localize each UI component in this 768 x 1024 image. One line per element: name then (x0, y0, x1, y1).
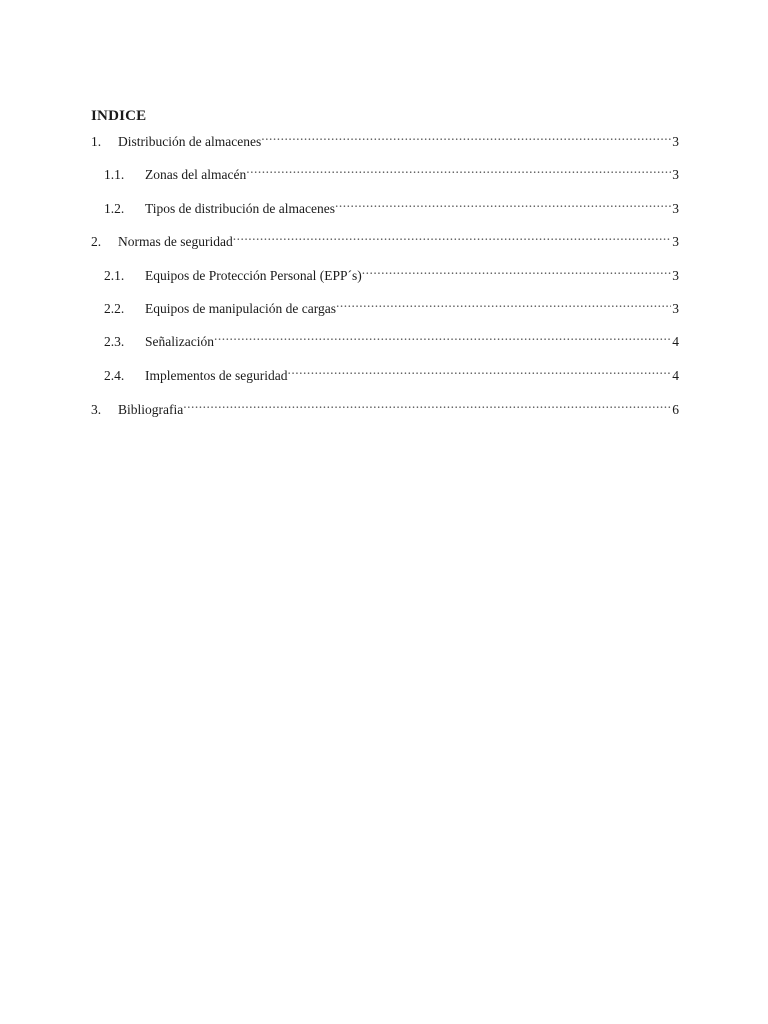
toc-entry-1-1[interactable] (91, 159, 679, 182)
dot-leader (233, 226, 671, 246)
toc-entry-number: 3. (91, 402, 102, 417)
toc-entry-1-2[interactable] (91, 193, 679, 216)
toc-entry-label: Tipos de distribución de almacenes (145, 201, 335, 216)
toc-entry-page: 3 (672, 234, 679, 249)
toc-entry-number: 2.3. (104, 334, 125, 349)
toc-entry-number: 2.1. (104, 268, 125, 283)
toc-entry-label: Distribución de almacenes (118, 134, 262, 149)
toc-entry-page: 4 (672, 334, 679, 349)
toc-entry-page: 3 (672, 167, 679, 182)
toc-entry-2-1[interactable] (91, 260, 679, 283)
toc-entry-1[interactable] (91, 126, 679, 149)
dot-leader (335, 193, 671, 213)
toc-entry-3[interactable] (91, 394, 679, 417)
toc-entry-page: 4 (672, 368, 679, 383)
toc-entry-number: 1.1. (104, 167, 125, 182)
dot-leader (362, 260, 671, 280)
dot-leader (246, 159, 671, 179)
toc-entry-2-4[interactable] (91, 360, 679, 383)
toc-entry-2[interactable] (91, 226, 679, 249)
toc-entry-page: 6 (672, 402, 679, 417)
toc-entry-page: 3 (672, 201, 679, 216)
toc-entry-label: Implementos de seguridad (145, 368, 288, 383)
dot-leader (336, 293, 671, 313)
toc-entry-number: 2. (91, 234, 102, 249)
toc-entry-number: 2.4. (104, 368, 125, 383)
toc-entry-page: 3 (672, 134, 679, 149)
toc-entry-number: 2.2. (104, 301, 125, 316)
dot-leader (183, 394, 671, 414)
toc-entry-number: 1. (91, 134, 102, 149)
toc-entry-label: Normas de seguridad (118, 234, 233, 249)
toc-entry-label: Equipos de Protección Personal (EPP´s) (145, 268, 362, 283)
dot-leader (214, 326, 671, 346)
toc-entry-number: 1.2. (104, 201, 125, 216)
dot-leader (261, 126, 671, 146)
toc-entry-2-3[interactable] (91, 326, 679, 349)
dot-leader (287, 360, 671, 380)
toc-entry-label: Señalización (145, 334, 214, 349)
toc-entry-page: 3 (672, 301, 679, 316)
toc-entry-page: 3 (672, 268, 679, 283)
toc-entry-label: Zonas del almacén (145, 167, 247, 182)
toc-entry-label: Bibliografia (118, 402, 184, 417)
toc-entry-2-2[interactable] (91, 293, 679, 316)
toc-title: INDICE (91, 108, 147, 124)
toc-entry-label: Equipos de manipulación de cargas (145, 301, 336, 316)
